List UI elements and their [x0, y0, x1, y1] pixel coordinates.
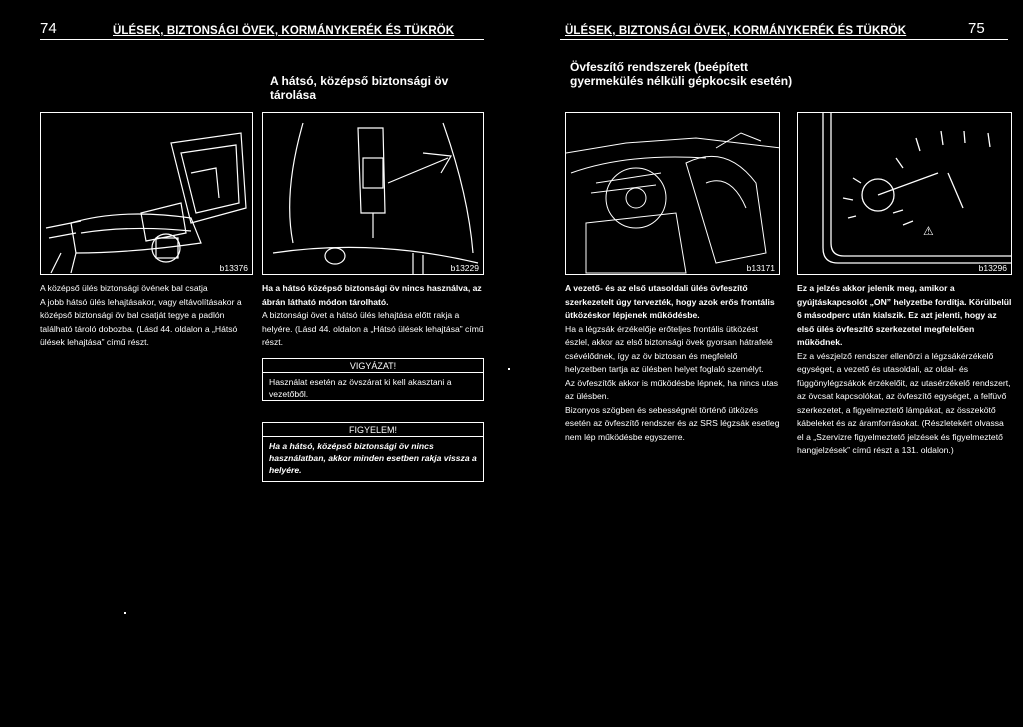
scan-speck	[124, 612, 126, 614]
scan-speck	[508, 368, 510, 370]
figure-caption: A középső ülés biztonsági övének bal csatja	[40, 283, 208, 293]
body-paragraph: A biztonsági övet a hátsó ülés lehajtása előtt rakja a helyére. (Lásd 44. oldalon a „Hátsó ülések lehajtása” című részt.	[262, 310, 484, 347]
caution-text: Használat esetén az övszárat ki kell akasztani a vezetőből.	[269, 377, 452, 399]
figure-seat-buckle	[40, 112, 253, 275]
body-paragraph: A jobb hátsó ülés lehajtásakor, vagy eltávolításakor a középső biztonsági öv bal csatját tegye a padlón található tároló dobozba. (Lásd 44. oldalon a „Hátsó ülések lehajtása” című részt.	[40, 296, 242, 347]
caution-box	[262, 358, 484, 401]
section-title-pretensioner: Övfeszítő rendszerek (beépített gyermekülés nélküli gépkocsik esetén)	[570, 60, 793, 88]
bold-paragraph: Ha a hátsó középső biztonsági öv nincs használva, az ábrán látható módon tárolható.	[262, 283, 482, 307]
figure-code: b13296	[978, 263, 1007, 273]
body-paragraph: Bizonyos szögben és sebességnél történő ütközés esetén az övfeszítő rendszer és az SRS légzsák esetleg nem lép működésbe egyszerre.	[565, 404, 780, 442]
notice-title: FIGYELEM!	[263, 423, 483, 437]
figure-instrument-cluster	[797, 112, 1012, 275]
caution-title: VIGYÁZAT!	[263, 359, 483, 373]
header-rule-right	[560, 39, 1008, 40]
body-paragraph: Ha a légzsák érzékelője erőteljes frontális ütközést észlel, akkor az első biztonsági övek gyorsan hátrafelé csévélődnek, így az öv biztosan és megfelelő helyzetben tartja az ülésben helyet foglaló személyt.	[565, 323, 773, 374]
figure-code: b13376	[219, 263, 248, 273]
column-4	[797, 282, 1012, 458]
column-1	[40, 282, 253, 350]
belt-storage-illustration	[263, 113, 484, 275]
column-2	[262, 282, 484, 350]
seat-buckle-illustration	[41, 113, 253, 275]
body-paragraph: Ez a vészjelző rendszer ellenőrzi a légzsákérzékelő egységet, a vezető és utasoldali, az oldal- és függönylégzsákok érzékelőit, az utasérzékelő rendszert, az övcsat kapcsolókat, az övfeszítő egységet, a felfüvő szerkezetet, a figyelmeztető lámpákat, az összekötő kábeleket és az áramforrásokat. (Részletekért olvassa el a „Szervizre figyelmeztető jelzések és figyelmeztető hangjelzések” című részt a 131. oldalon.)	[797, 350, 1011, 455]
instrument-cluster-illustration	[798, 113, 1012, 275]
header-title-right: ÜLÉSEK, BIZTONSÁGI ÖVEK, KORMÁNYKERÉK ÉS TÜKRÖK	[565, 25, 907, 37]
page-number-right: 75	[968, 20, 985, 37]
header-title-left: ÜLÉSEK, BIZTONSÁGI ÖVEK, KORMÁNYKERÉK ÉS TÜKRÖK	[113, 25, 455, 37]
dashboard-airbag-illustration	[566, 113, 780, 275]
airbag-warning-icon: ⚠	[923, 224, 934, 238]
header-rule-left	[40, 39, 484, 40]
notice-text: Ha a hátsó, középső biztonsági öv nincs használatban, akkor minden esetben rakja vissza a helyére.	[269, 441, 477, 475]
figure-dashboard-airbag	[565, 112, 780, 275]
figure-code: b13171	[746, 263, 775, 273]
body-paragraph: Az övfeszítők akkor is működésbe lépnek, ha nincs utas az ülésben.	[565, 377, 779, 401]
section-title-center-belt: A hátsó, középső biztonsági öv tárolása	[270, 74, 449, 102]
bold-paragraph: Ez a jelzés akkor jelenik meg, amikor a gyújtáskapcsolót „ON” helyzetbe fordítja. Körülbelül 6 másodperc után kialszik. Ez azt jelenti, hogy az első ülés övfeszítő szerkezetel megfelelően működnek.	[797, 283, 1012, 347]
figure-code: b13229	[450, 263, 479, 273]
column-3	[565, 282, 780, 444]
notice-box	[262, 422, 484, 482]
page-number-left: 74	[40, 20, 57, 37]
figure-belt-storage	[262, 112, 484, 275]
bold-paragraph: A vezető- és az első utasoldali ülés övfeszítő szerkezetelt úgy tervezték, hogy azok erős frontális ütközéskor lépjenek működésbe.	[565, 283, 775, 320]
